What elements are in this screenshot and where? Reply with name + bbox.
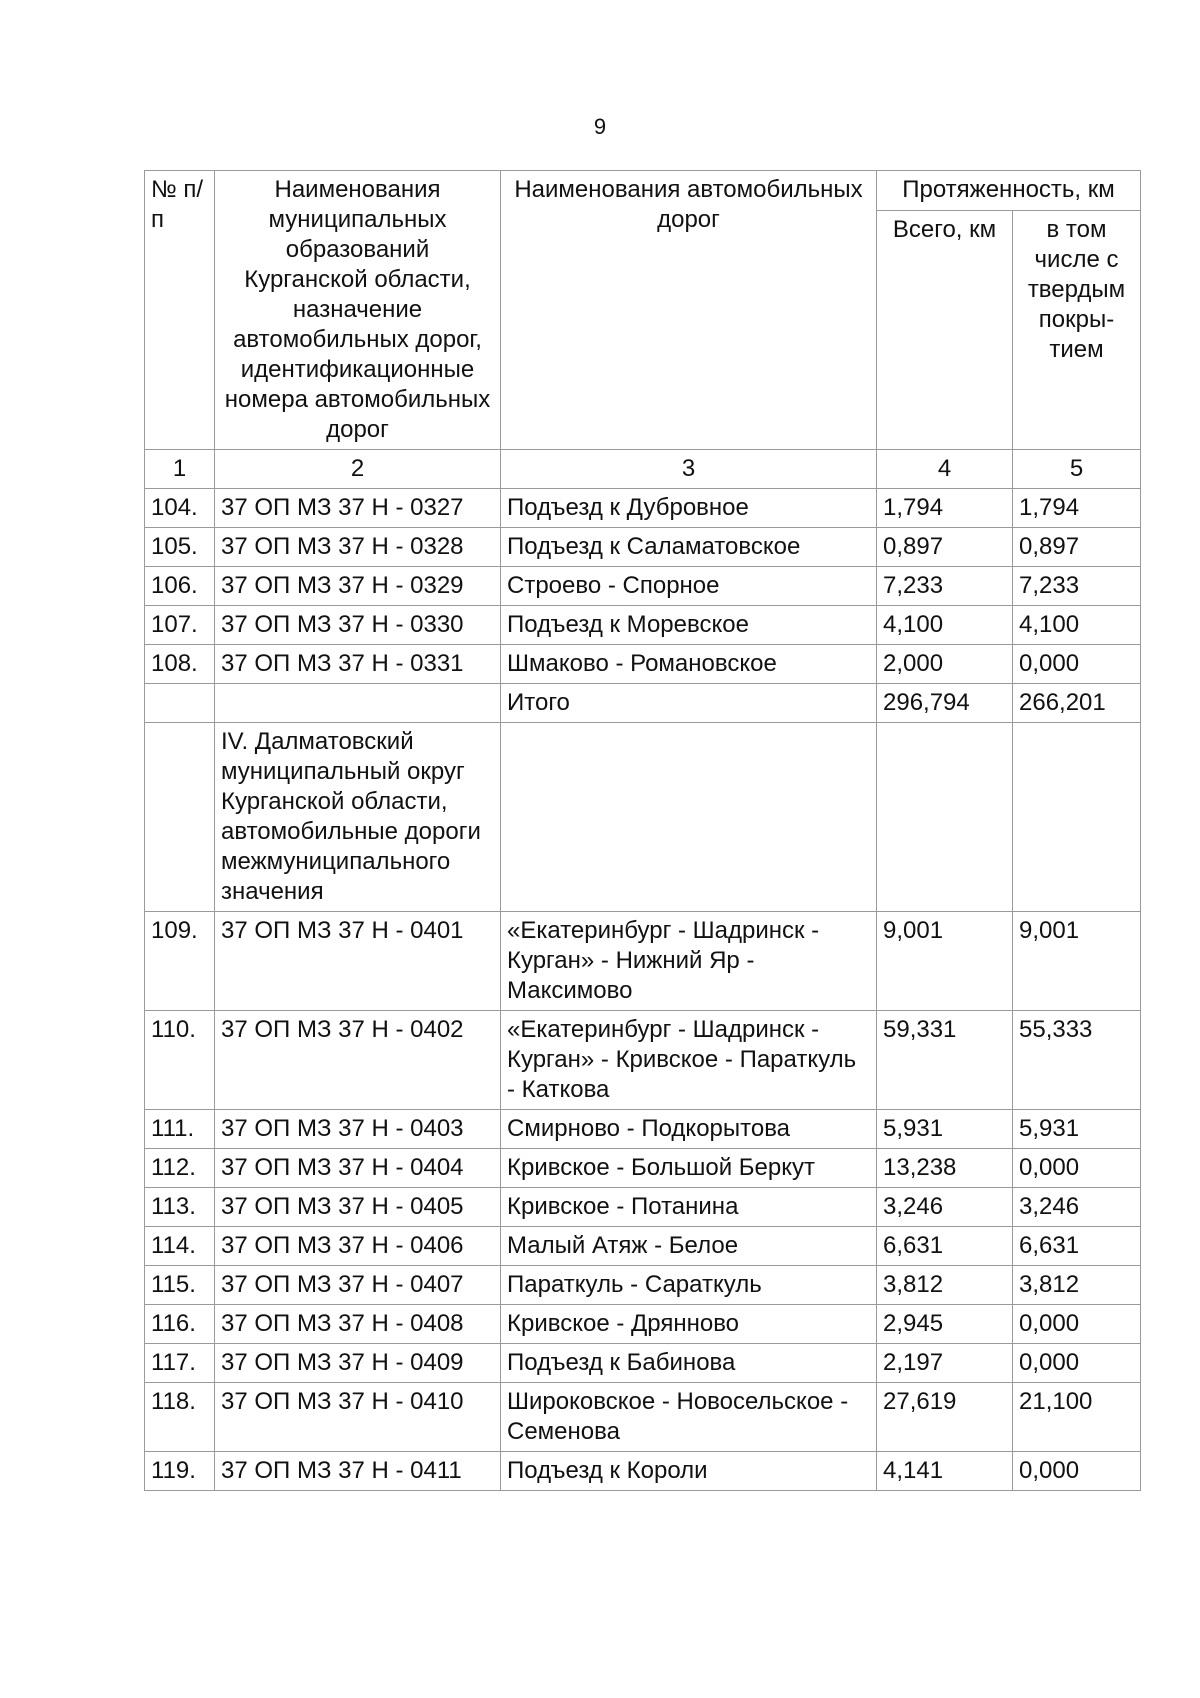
- table-row: [145, 645, 1141, 684]
- length-total: 9,001: [877, 912, 1013, 1011]
- length-total: 2,945: [877, 1305, 1013, 1344]
- empty-cell: [215, 684, 501, 723]
- table-row: [145, 1110, 1141, 1149]
- length-paved: 3,812: [1013, 1266, 1141, 1305]
- road-id: 37 ОП МЗ 37 Н - 0405: [215, 1188, 501, 1227]
- road-id: 37 ОП МЗ 37 Н - 0407: [215, 1266, 501, 1305]
- table-row: [145, 1266, 1141, 1305]
- table-row: [145, 1149, 1141, 1188]
- length-total: 13,238: [877, 1149, 1013, 1188]
- row-number: 113.: [145, 1188, 215, 1227]
- row-number: 110.: [145, 1011, 215, 1110]
- section-row: [145, 723, 1141, 912]
- header-length-group: Протяженность, км: [877, 171, 1141, 211]
- row-number: 117.: [145, 1344, 215, 1383]
- row-number: 115.: [145, 1266, 215, 1305]
- empty-cell: [1013, 723, 1141, 912]
- column-numbers-row: [145, 450, 1141, 489]
- road-name: Смирново - Подкорытова: [501, 1110, 877, 1149]
- length-paved: 3,246: [1013, 1188, 1141, 1227]
- road-name: Кривское - Большой Беркут: [501, 1149, 877, 1188]
- road-name: «Екатеринбург - Шадринск - Курган» - Кривское - Параткуль - Каткова: [501, 1011, 877, 1110]
- road-id: 37 ОП МЗ 37 Н - 0408: [215, 1305, 501, 1344]
- length-total: 1,794: [877, 489, 1013, 528]
- empty-cell: [877, 723, 1013, 912]
- road-name: Подъезд к Бабинова: [501, 1344, 877, 1383]
- column-number: 1: [145, 450, 215, 489]
- road-name: Кривское - Дрянново: [501, 1305, 877, 1344]
- length-total: 4,100: [877, 606, 1013, 645]
- road-name: Подъезд к Короли: [501, 1452, 877, 1491]
- table-row: [145, 606, 1141, 645]
- road-id: 37 ОП МЗ 37 Н - 0403: [215, 1110, 501, 1149]
- road-id: 37 ОП МЗ 37 Н - 0410: [215, 1383, 501, 1452]
- road-name: Подъезд к Моревское: [501, 606, 877, 645]
- length-total: 27,619: [877, 1383, 1013, 1452]
- road-name: «Екатеринбург - Шадринск - Курган» - Нижний Яр - Максимово: [501, 912, 877, 1011]
- table-row: [145, 1011, 1141, 1110]
- table-row: [145, 528, 1141, 567]
- row-number: 105.: [145, 528, 215, 567]
- road-id: 37 ОП МЗ 37 Н - 0402: [215, 1011, 501, 1110]
- header-row: [145, 171, 1141, 211]
- total-row: [145, 684, 1141, 723]
- row-number: 104.: [145, 489, 215, 528]
- column-number: 3: [501, 450, 877, 489]
- empty-cell: [145, 723, 215, 912]
- table-row: [145, 1344, 1141, 1383]
- length-total: 2,197: [877, 1344, 1013, 1383]
- row-number: 111.: [145, 1110, 215, 1149]
- road-id: 37 ОП МЗ 37 Н - 0331: [215, 645, 501, 684]
- length-paved: 0,000: [1013, 1149, 1141, 1188]
- table-row: [145, 1305, 1141, 1344]
- row-number: 118.: [145, 1383, 215, 1452]
- column-number: 4: [877, 450, 1013, 489]
- road-name: Широковское - Новосельское - Семенова: [501, 1383, 877, 1452]
- header-col-number: № п/п: [145, 171, 215, 450]
- table-row: [145, 489, 1141, 528]
- total-length: 296,794: [877, 684, 1013, 723]
- road-id: 37 ОП МЗ 37 Н - 0329: [215, 567, 501, 606]
- length-paved: 9,001: [1013, 912, 1141, 1011]
- road-name: Подъезд к Дубровное: [501, 489, 877, 528]
- header-col-total: Всего, км: [877, 211, 1013, 450]
- road-name: Параткуль - Сараткуль: [501, 1266, 877, 1305]
- road-id: 37 ОП МЗ 37 Н - 0401: [215, 912, 501, 1011]
- road-id: 37 ОП МЗ 37 Н - 0404: [215, 1149, 501, 1188]
- row-number: 109.: [145, 912, 215, 1011]
- total-label: Итого: [501, 684, 877, 723]
- length-total: 59,331: [877, 1011, 1013, 1110]
- row-number: 114.: [145, 1227, 215, 1266]
- road-name: Кривское - Потанина: [501, 1188, 877, 1227]
- road-id: 37 ОП МЗ 37 Н - 0327: [215, 489, 501, 528]
- table-row: [145, 1188, 1141, 1227]
- length-paved: 0,897: [1013, 528, 1141, 567]
- total-paved: 266,201: [1013, 684, 1141, 723]
- row-number: 116.: [145, 1305, 215, 1344]
- row-number: 108.: [145, 645, 215, 684]
- length-total: 5,931: [877, 1110, 1013, 1149]
- header-col-paved: в том числе с твердым покры-тием: [1013, 211, 1141, 450]
- table-row: [145, 1452, 1141, 1491]
- row-number: 106.: [145, 567, 215, 606]
- table-row: [145, 1227, 1141, 1266]
- length-paved: 6,631: [1013, 1227, 1141, 1266]
- road-name: Малый Атяж - Белое: [501, 1227, 877, 1266]
- column-number: 2: [215, 450, 501, 489]
- length-paved: 4,100: [1013, 606, 1141, 645]
- road-name: Подъезд к Саламатовское: [501, 528, 877, 567]
- length-total: 4,141: [877, 1452, 1013, 1491]
- length-paved: 5,931: [1013, 1110, 1141, 1149]
- column-number: 5: [1013, 450, 1141, 489]
- table-row: [145, 912, 1141, 1011]
- length-total: 7,233: [877, 567, 1013, 606]
- header-col-road-name: Наименования автомобильных дорог: [501, 171, 877, 450]
- empty-cell: [501, 723, 877, 912]
- length-total: 6,631: [877, 1227, 1013, 1266]
- road-name: Строево - Спорное: [501, 567, 877, 606]
- road-id: 37 ОП МЗ 37 Н - 0409: [215, 1344, 501, 1383]
- road-name: Шмаково - Романовское: [501, 645, 877, 684]
- empty-cell: [145, 684, 215, 723]
- road-id: 37 ОП МЗ 37 Н - 0406: [215, 1227, 501, 1266]
- length-total: 0,897: [877, 528, 1013, 567]
- roads-table: [144, 170, 1141, 1491]
- length-paved: 0,000: [1013, 1344, 1141, 1383]
- row-number: 119.: [145, 1452, 215, 1491]
- length-paved: 55,333: [1013, 1011, 1141, 1110]
- road-id: 37 ОП МЗ 37 Н - 0330: [215, 606, 501, 645]
- length-total: 3,246: [877, 1188, 1013, 1227]
- table-row: [145, 567, 1141, 606]
- length-total: 2,000: [877, 645, 1013, 684]
- road-id: 37 ОП МЗ 37 Н - 0328: [215, 528, 501, 567]
- row-number: 107.: [145, 606, 215, 645]
- road-id: 37 ОП МЗ 37 Н - 0411: [215, 1452, 501, 1491]
- section-title: IV. Далматовский муниципальный округ Курганской области, автомобильные дороги межмуниципального значения: [215, 723, 501, 912]
- table-row: [145, 1383, 1141, 1452]
- length-paved: 0,000: [1013, 1452, 1141, 1491]
- page-number: 9: [593, 114, 607, 139]
- header-col-municipality: Наименования муниципальных образований Курганской области, назначение автомобильных дорог, идентификационные номера автомобильных дорог: [215, 171, 501, 450]
- length-total: 3,812: [877, 1266, 1013, 1305]
- length-paved: 7,233: [1013, 567, 1141, 606]
- length-paved: 1,794: [1013, 489, 1141, 528]
- row-number: 112.: [145, 1149, 215, 1188]
- length-paved: 21,100: [1013, 1383, 1141, 1452]
- length-paved: 0,000: [1013, 645, 1141, 684]
- length-paved: 0,000: [1013, 1305, 1141, 1344]
